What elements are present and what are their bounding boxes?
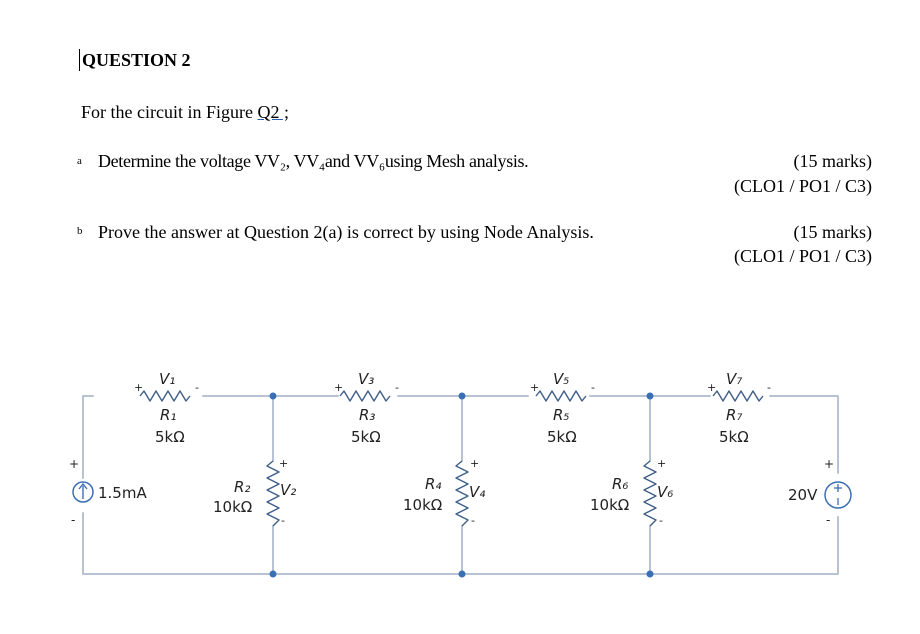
- node-bottom-4: [459, 571, 466, 578]
- r5-name: R₅: [553, 406, 570, 424]
- intro-prefix: For the circuit in Figure: [81, 102, 258, 122]
- node-top-2: [270, 393, 277, 400]
- r6-value: 10kΩ: [590, 496, 630, 514]
- node-bottom-2: [270, 571, 277, 578]
- question-title: QUESTION 2: [82, 50, 191, 70]
- r6-voltage-label: V₆: [657, 483, 674, 501]
- item-b-marks: (15 marks): [793, 222, 872, 242]
- r6-minus: -: [659, 514, 663, 527]
- resistor-r2-symbol: [267, 461, 279, 526]
- item-b-clo: (CLO1 / PO1 / C3): [733, 246, 872, 266]
- r4-value: 10kΩ: [403, 496, 443, 514]
- node-top-4: [459, 393, 466, 400]
- r4-voltage-label: V₄: [469, 483, 486, 501]
- r3-voltage-label: V₃: [358, 370, 375, 388]
- current-source-value: 1.5mA: [98, 484, 147, 502]
- figure-reference: Q2 ;: [257, 102, 289, 122]
- r5-voltage-label: V₅: [553, 370, 570, 388]
- r6-name: R₆: [612, 475, 629, 493]
- r2-plus: +: [279, 457, 289, 470]
- current-source-symbol: [73, 482, 93, 502]
- item-a-marks: (15 marks): [793, 151, 872, 171]
- current-source-minus: -: [71, 513, 76, 527]
- r4-name: R₄: [425, 475, 442, 493]
- r2-value: 10kΩ: [213, 498, 253, 516]
- item-a-text: Determine the voltage VV₂, VV₄and VV₆using Mesh analysis.: [98, 151, 529, 171]
- r4-plus: +: [470, 457, 480, 470]
- r1-minus: -: [195, 381, 199, 394]
- r5-minus: -: [591, 381, 595, 394]
- voltage-source-value: 20V: [788, 486, 818, 504]
- resistor-r3-symbol: [340, 391, 390, 401]
- r7-voltage-label: V₇: [726, 370, 743, 388]
- r7-plus: +: [707, 381, 717, 394]
- r2-name: R₂: [234, 478, 251, 496]
- r3-value: 5kΩ: [351, 428, 381, 446]
- r3-name: R₃: [359, 406, 376, 424]
- r7-minus: -: [767, 381, 771, 394]
- r1-value: 5kΩ: [155, 428, 185, 446]
- item-a-bullet: a: [77, 155, 82, 167]
- r7-name: R₇: [726, 406, 743, 424]
- voltage-source-minus: -: [826, 513, 831, 527]
- circuit-wires: [83, 396, 838, 574]
- node-top-6: [647, 393, 654, 400]
- r7-value: 5kΩ: [719, 428, 749, 446]
- node-bottom-6: [647, 571, 654, 578]
- resistor-r6-symbol: [644, 461, 656, 526]
- item-b-bullet: b: [77, 225, 83, 237]
- r5-plus: +: [530, 381, 540, 394]
- item-b-text: Prove the answer at Question 2(a) is correct by using Node Analysis.: [98, 222, 594, 242]
- r6-plus: +: [657, 457, 667, 470]
- r5-value: 5kΩ: [547, 428, 577, 446]
- item-a-clo: (CLO1 / PO1 / C3): [733, 176, 872, 196]
- wire-top-1: [83, 396, 93, 478]
- resistor-r7-symbol: [713, 391, 763, 401]
- voltage-source-plus: +: [824, 457, 835, 471]
- resistor-r1-symbol: [140, 391, 190, 401]
- resistor-r5-symbol: [536, 391, 586, 401]
- voltage-source-symbol: [825, 482, 851, 508]
- r2-voltage-label: V₂: [280, 481, 297, 499]
- wire-bottom: [83, 513, 838, 574]
- r4-minus: -: [471, 514, 475, 527]
- r1-name: R₁: [160, 406, 177, 424]
- r3-plus: +: [334, 381, 344, 394]
- r2-minus: -: [281, 514, 285, 527]
- r1-plus: +: [134, 381, 144, 394]
- r3-minus: -: [395, 381, 399, 394]
- resistor-r4-symbol: [456, 461, 468, 526]
- r1-voltage-label: V₁: [159, 370, 176, 388]
- current-source-plus: +: [69, 457, 80, 471]
